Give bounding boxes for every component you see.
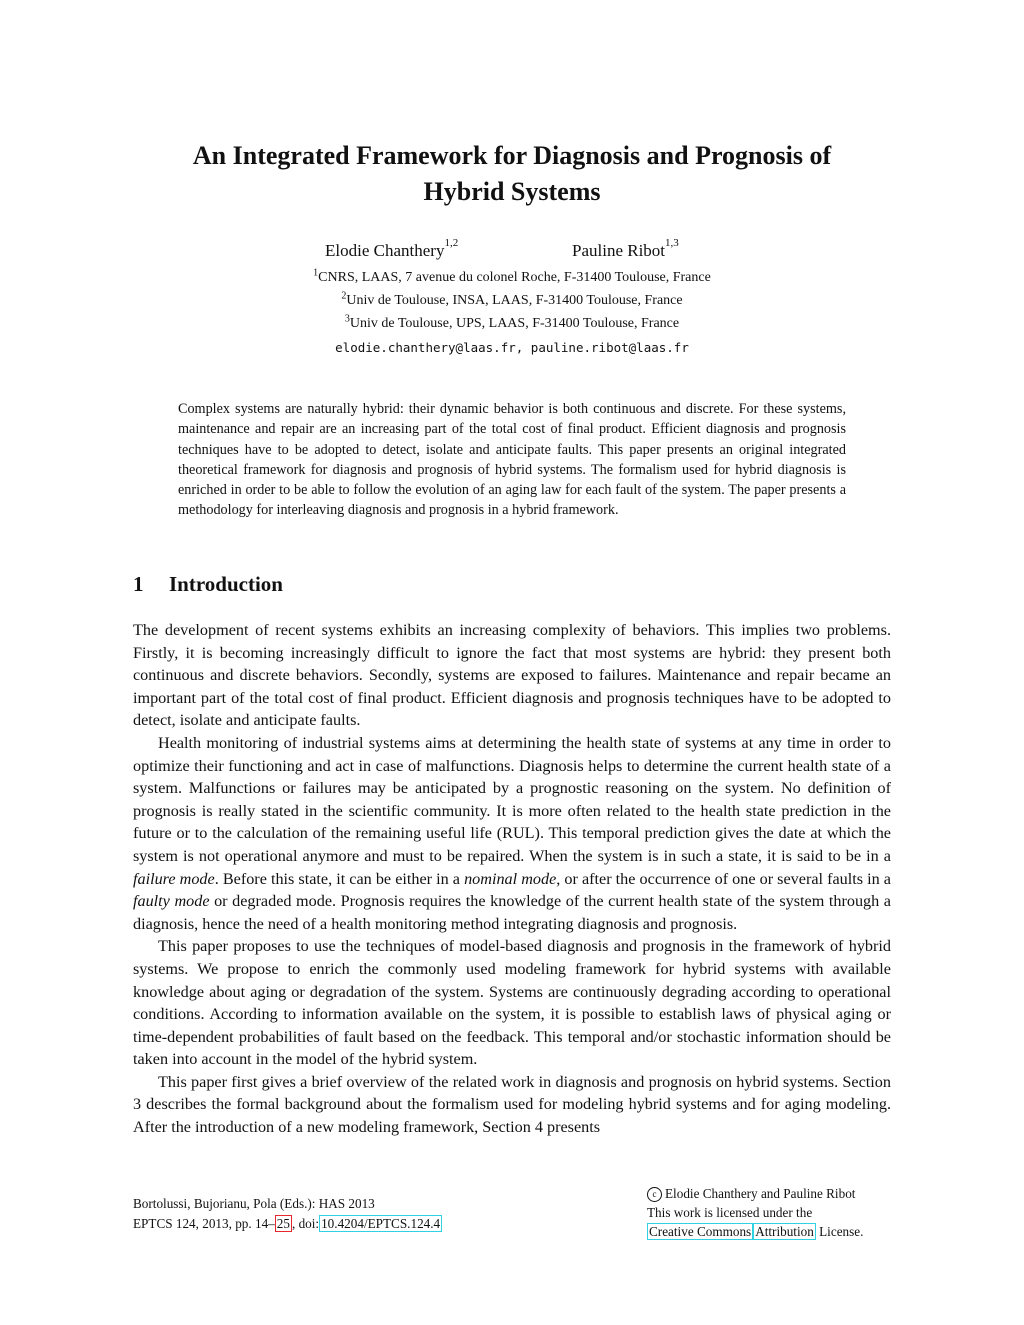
title-line-2: Hybrid Systems: [423, 177, 601, 206]
attribution-link[interactable]: Attribution: [755, 1224, 814, 1239]
paragraph-1: The development of recent systems exhibits an increasing complexity of behaviors. This implies two problems. Firstly, it is becoming increasingly difficult to ignore the fact that most systems are hybrid: they present both continuous and discrete behaviors. Secondly, systems are exposed to failures. Maintenance and repair became an important part of the total cost of final product. Efficient diagnosis and prognosis techniques have to be adopted to detect, isolate and anticipate faults.: [133, 621, 891, 730]
affiliation-3-marker: 3: [344, 313, 350, 325]
paragraph-3: This paper proposes to use the techniques of model-based diagnosis and prognosis in the framework of hybrid systems. We propose to enrich the commonly used modeling framework for hybrid systems with available knowledge about aging or degradation of the system. Systems are continuously degrading according to operational conditions. According to information available on the system, it is possible to establish laws of physical aging or time-dependent probabilities of fault based on the feedback. This temporal and/or stochastic information should be taken into account in the model of the hybrid system.: [133, 937, 891, 1069]
title-line-1: An Integrated Framework for Diagnosis and Prognosis of: [192, 141, 832, 170]
copyright-holders: Elodie Chanthery and Pauline Ribot: [665, 1186, 856, 1201]
copyright-line: [647, 1184, 863, 1203]
creative-commons-link[interactable]: Creative Commons: [649, 1224, 752, 1239]
affiliation-3: [0, 314, 1024, 334]
term-failure-mode: failure mode: [133, 869, 215, 888]
publication-info: [133, 1194, 442, 1234]
section-title: Introduction: [169, 572, 283, 596]
doi-link[interactable]: 10.4204/EPTCS.124.4: [321, 1216, 441, 1231]
author-1-affil-marker: 1,2: [444, 237, 459, 250]
affiliation-2: [0, 291, 1024, 311]
copyright-icon: c: [647, 1187, 662, 1202]
author-2-affil-marker: 1,3: [665, 237, 679, 250]
editors-line: Bortolussi, Bujorianu, Pola (Eds.): HAS 2013: [133, 1196, 375, 1211]
abstract: Complex systems are naturally hybrid: their dynamic behavior is both continuous and discrete. For these systems, maintenance and repair are an increasing part of the total cost of final product. Efficient diagnosis and prognosis techniques have to be adopted to detect, isolate and anticipate faults. This paper presents an original integrated theoretical framework for diagnosis and prognosis of hybrid systems. The formalism used for hybrid diagnosis is enriched in order to be able to follow the evolution of an aging law for each fault of the system. The paper presents a methodology for interleaving diagnosis and prognosis in a hybrid framework.: [178, 401, 846, 519]
paragraph-2-text-d: or degraded mode. Prognosis requires the knowledge of the current health state of the system through a diagnosis, hence the need of a health monitoring method integrating diagnosis and prognosis.: [133, 892, 891, 933]
section-heading: [133, 572, 283, 597]
last-page-link[interactable]: 25: [276, 1216, 290, 1231]
term-nominal-mode: nominal mode: [464, 869, 557, 888]
doi-prefix: , doi:: [291, 1216, 320, 1231]
author-2-name: Pauline Ribot: [572, 241, 666, 260]
eptcs-line: [133, 1214, 442, 1234]
paragraph-4: This paper first gives a brief overview of the related work in diagnosis and prognosis on hybrid systems. Section 3 describes the formal background about the formalism used for modeling hybrid systems and for aging modeling. After the introduction of a new modeling framework, Section 4 presents: [133, 1072, 891, 1137]
author-1-name: Elodie Chanthery: [325, 241, 445, 260]
affiliation-2-text: Univ de Toulouse, INSA, LAAS, F-31400 Toulouse, France: [346, 293, 683, 308]
author-emails: elodie.chanthery@laas.fr, pauline.ribot@laas.fr: [335, 340, 689, 355]
paragraph-2: [133, 732, 891, 935]
license-line: [647, 1222, 863, 1241]
paragraph-2-text-a: Health monitoring of industrial systems aims at determining the health state of systems at any time in order to optimize their functioning and act in case of malfunctions. Diagnosis helps to determine the current health state of a system. Malfunctions or failures may be anticipated by a prognostic reasoning on the system. No definition of prognosis is really stated in the scientific community. It is more often related to the health state prediction in the future or to the calculation of the remaining useful life (RUL). This temporal prediction gives the date at which the system is not operational anymore and must to be repaired. When the system is in such a state, it is said to be in a: [133, 733, 891, 865]
author-2: [572, 237, 679, 262]
author-1: [325, 237, 459, 262]
affiliation-1-text: CNRS, LAAS, 7 avenue du colonel Roche, F-31400 Toulouse, France: [318, 270, 711, 285]
paragraph-2-text-b: . Before this state, it can be either in a: [214, 869, 465, 888]
license-info: [647, 1184, 863, 1241]
affiliation-1-marker: 1: [313, 267, 319, 279]
affiliation-2-marker: 2: [341, 290, 347, 302]
term-faulty-mode: faulty mode: [133, 892, 210, 911]
body-text: [133, 619, 891, 1139]
paragraph-2-text-c: , or after the occurrence of one or several faults in a: [556, 869, 891, 888]
eptcs-prefix: EPTCS 124, 2013, pp. 14–: [133, 1216, 275, 1231]
license-suffix: License.: [815, 1224, 864, 1239]
paper-title: [150, 138, 874, 210]
affiliation-1: [0, 268, 1024, 288]
affiliation-3-text: Univ de Toulouse, UPS, LAAS, F-31400 Toulouse, France: [349, 316, 680, 331]
section-number: 1: [133, 572, 144, 596]
license-intro: This work is licensed under the: [647, 1205, 813, 1220]
